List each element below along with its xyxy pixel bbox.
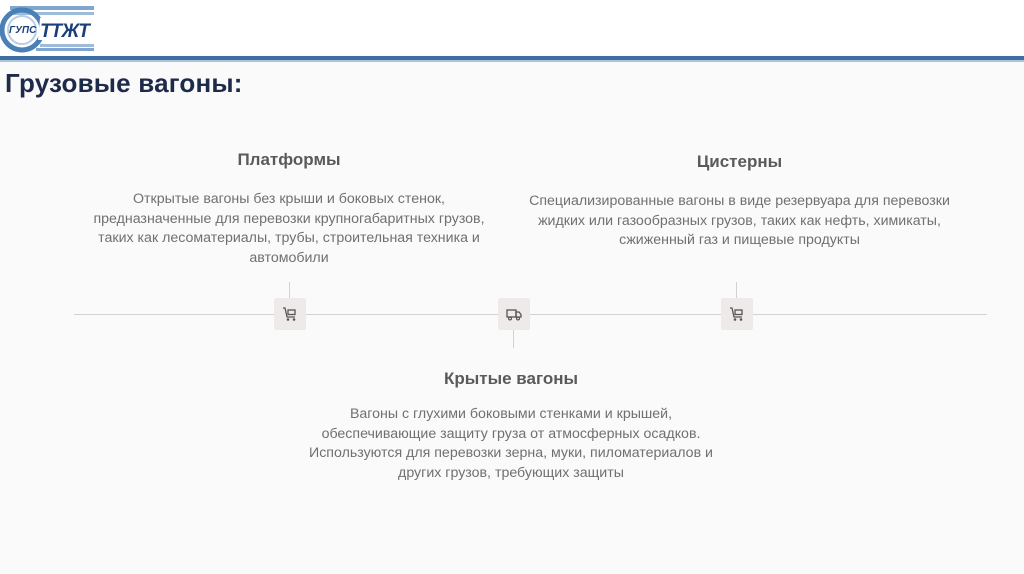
logo-text-small: ГУПС	[9, 25, 37, 36]
timeline-item-platforms	[74, 150, 504, 268]
timeline-marker	[498, 298, 530, 330]
timeline-marker	[721, 298, 753, 330]
timeline-connector	[289, 282, 290, 298]
timeline-marker	[274, 298, 306, 330]
item-title: Крытые вагоны	[443, 369, 578, 388]
timeline-item-covered	[296, 369, 726, 483]
timeline-item-tanks	[522, 152, 957, 251]
item-description: Открытые вагоны без крыши и боковых стенок, предназначенные для перевозки крупногабаритных грузов, таких как лесоматериалы, трубы, строительная техника и автомобили	[93, 191, 485, 266]
item-description: Вагоны с глухими боковыми стенками и крышей, обеспечивающие защиту груза от атмосферных осадков. Используются для перевозки зерна, муки, пиломатериалов и других грузов, требующих защиты	[309, 406, 713, 481]
item-description: Специализированные вагоны в виде резервуара для перевозки жидких или газообразных грузов, таких как нефть, химикаты, сжиженный газ и пищевые продукты	[529, 193, 950, 248]
header	[0, 0, 1024, 56]
timeline-connector	[513, 330, 514, 348]
item-title: Платформы	[237, 150, 341, 169]
cart-icon	[282, 306, 298, 322]
item-title: Цистерны	[696, 152, 783, 171]
logo-text-big: ТТЖТ	[40, 21, 89, 42]
truck-icon	[506, 306, 522, 322]
cart-icon	[729, 306, 745, 322]
timeline-line	[74, 314, 987, 315]
header-divider-light	[0, 60, 1024, 62]
page-title: Грузовые вагоны:	[5, 68, 243, 98]
timeline-connector	[736, 282, 737, 298]
logo	[0, 0, 96, 56]
